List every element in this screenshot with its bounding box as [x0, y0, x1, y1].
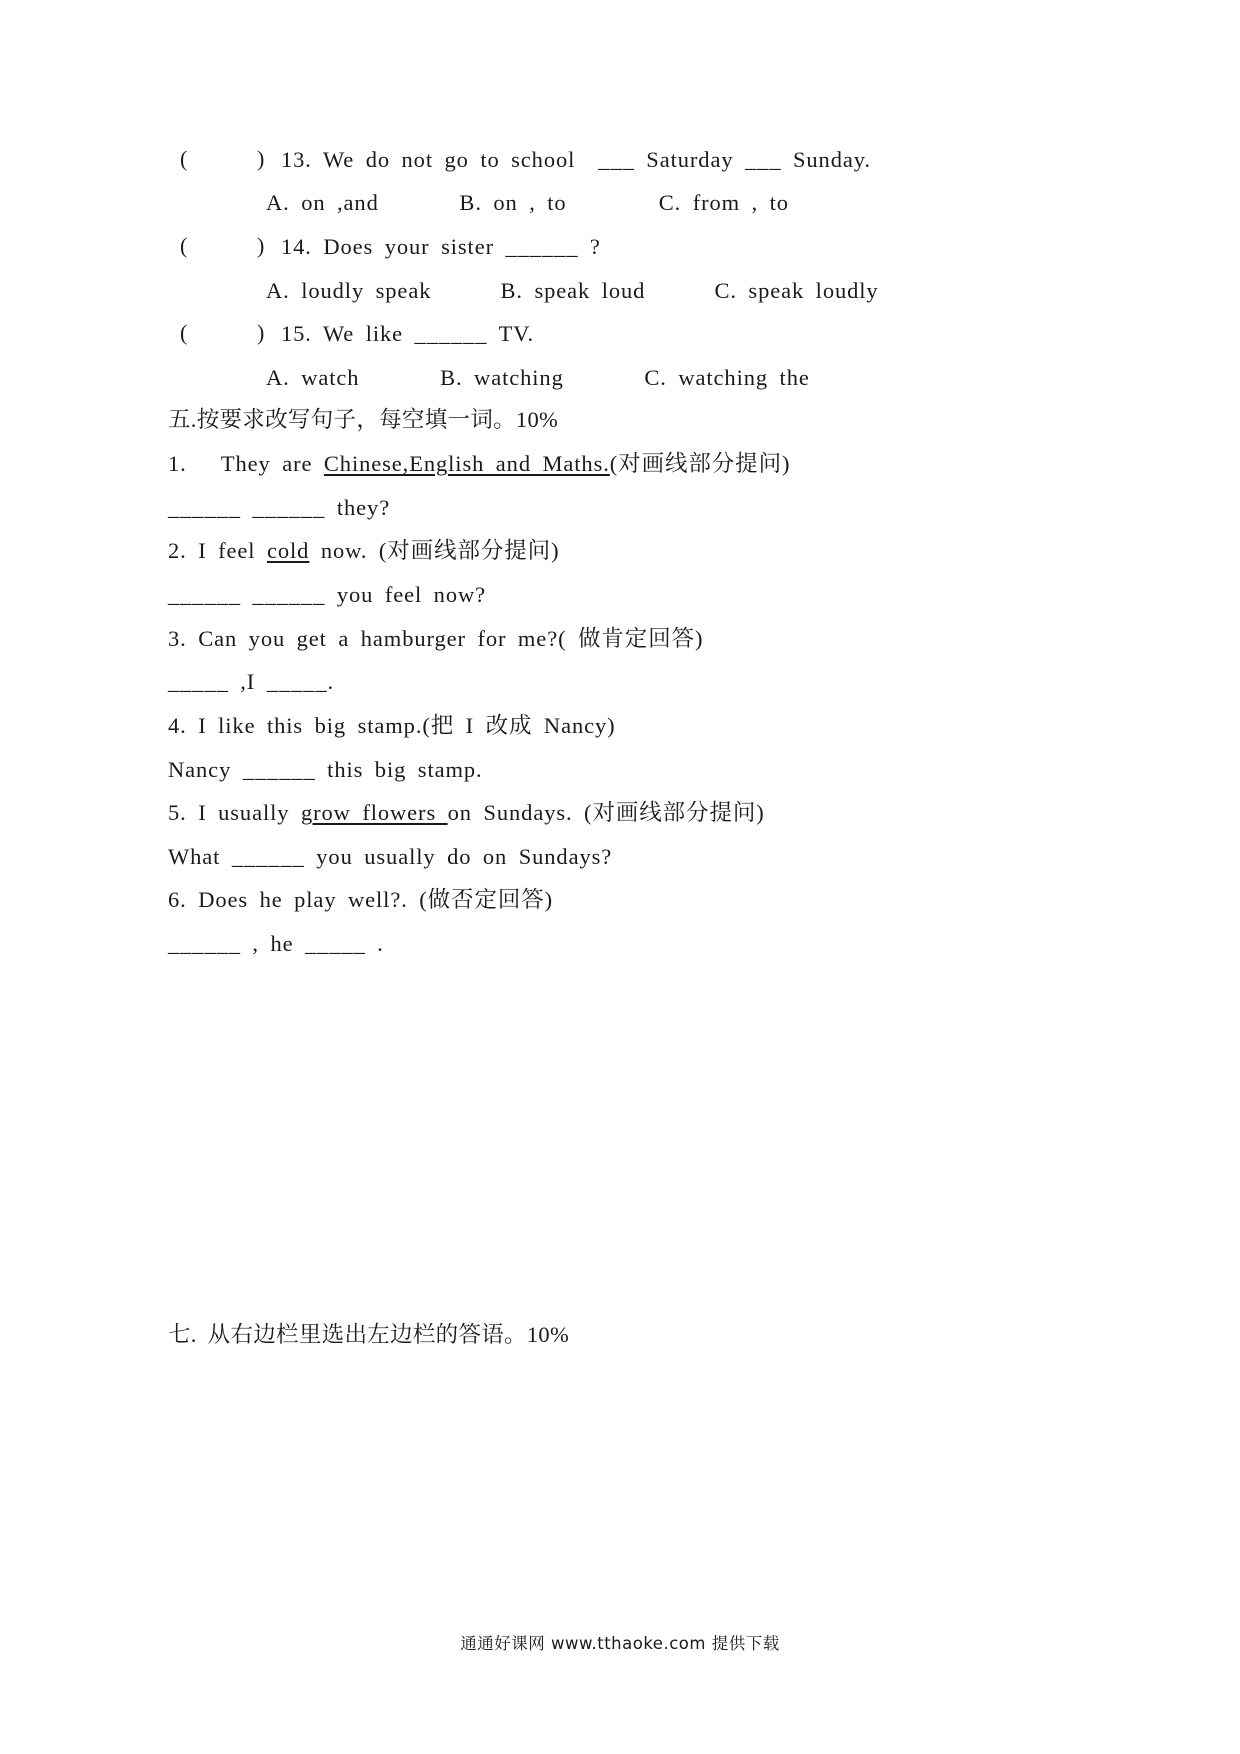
sentence-prefix: 1. They are [168, 451, 324, 476]
page-footer: 通通好课网 www.tthaoke.com 提供下载 [460, 1634, 780, 1653]
sentence-prefix: 2. I feel [168, 538, 267, 563]
answer-paren-open: ( [180, 320, 188, 345]
question-options: A. watch B. watching C. watching the [266, 365, 810, 390]
section-7-heading: 七. 从右边栏里选出左边栏的答语。10% [168, 1322, 569, 1347]
sentence-prefix: 5. I usually [168, 800, 301, 825]
question-text: 13. We do not go to school ___ Saturday ___ Sunday. [281, 147, 871, 172]
question-text: 15. We like ______ TV. [281, 321, 534, 346]
question-options: A. loudly speak B. speak loud C. speak loudly [266, 278, 879, 303]
answer-paren-close: ) [257, 233, 265, 258]
sentence-5-prompt [168, 799, 765, 827]
instruction: on Sundays. (对画线部分提问) [447, 800, 765, 825]
instruction: (对画线部分提问) [609, 451, 791, 476]
underlined-part: grow flowers [300, 800, 448, 825]
underlined-part: cold [266, 538, 310, 563]
sentence-1-answer: ______ ______ they? [168, 495, 391, 520]
answer-paren-close: ) [257, 146, 265, 171]
underlined-part: Chinese,English and Maths. [323, 451, 610, 476]
sentence-3-answer: _____ ,I _____. [168, 669, 334, 694]
sentence-2-prompt [168, 537, 559, 565]
answer-paren-close: ) [257, 320, 265, 345]
sentence-4-prompt: 4. I like this big stamp.(把 I 改成 Nancy) [168, 713, 616, 738]
question-options: A. on ,and B. on , to C. from , to [266, 190, 789, 215]
sentence-1-prompt [168, 450, 790, 478]
sentence-2-answer: ______ ______ you feel now? [168, 582, 487, 607]
sentence-4-answer: Nancy ______ this big stamp. [168, 757, 483, 782]
sentence-5-answer: What ______ you usually do on Sundays? [168, 844, 613, 869]
question-text: 14. Does your sister ______ ? [281, 234, 601, 259]
answer-paren-open: ( [180, 146, 188, 171]
sentence-3-prompt: 3. Can you get a hamburger for me?( 做肯定回答) [168, 626, 704, 651]
sentence-6-answer: ______ , he _____ . [168, 931, 384, 956]
section-5-heading: 五.按要求改写句子，每空填一词。10% [168, 407, 559, 432]
sentence-6-prompt: 6. Does he play well?. (做否定回答) [168, 887, 554, 912]
answer-paren-open: ( [180, 233, 188, 258]
instruction: now. (对画线部分提问) [309, 538, 560, 563]
